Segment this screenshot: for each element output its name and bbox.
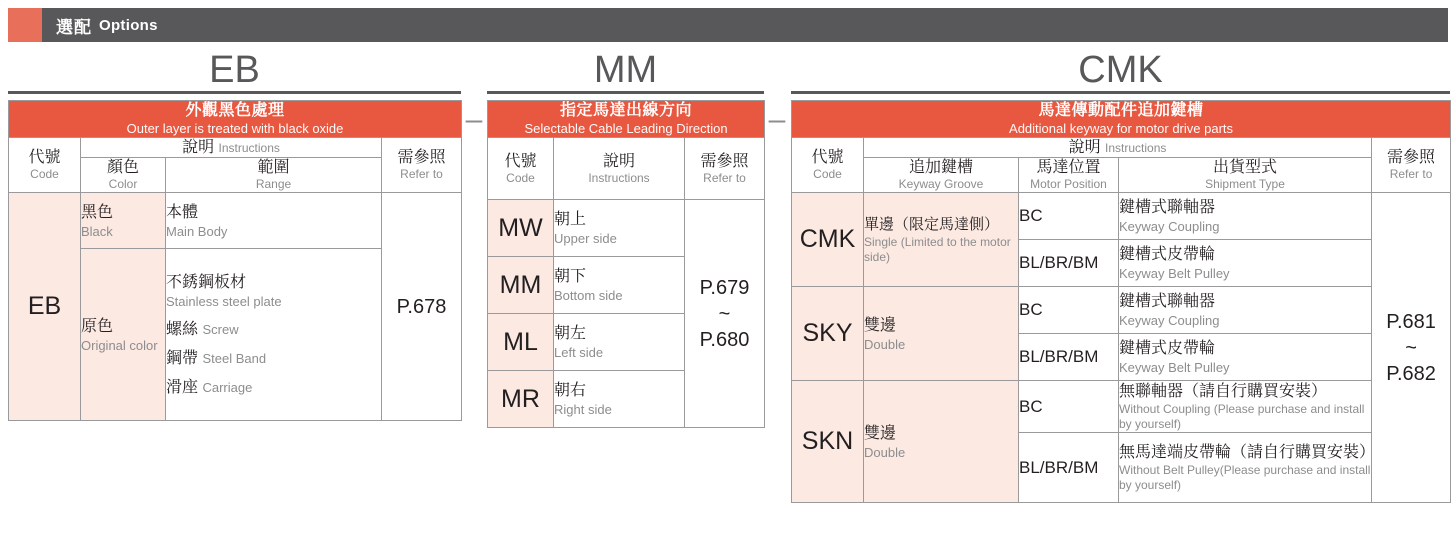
cell-shipment	[1119, 334, 1372, 381]
cell-shipment	[1119, 193, 1372, 240]
shipment-en: Keyway Belt Pulley	[1119, 266, 1230, 281]
header-code-cn: 代號	[811, 149, 844, 166]
table-title-en: Additional keyway for motor drive parts	[1009, 121, 1234, 136]
header-code-en: Code	[30, 167, 59, 181]
cell-range-mainbody	[166, 193, 382, 249]
code-label-mm: MM	[487, 48, 764, 94]
header-instructions-en: Instructions	[1105, 141, 1167, 155]
header-keyway	[864, 158, 1019, 193]
cell-code-cmk: CMK	[792, 193, 864, 287]
header-color-en: Color	[108, 177, 138, 191]
refer-line-2: ~	[1405, 336, 1417, 359]
cell-code-skn: SKN	[792, 381, 864, 503]
keyway-en: Single (Limited to the motor side)	[864, 234, 1011, 264]
cell-color-original	[81, 249, 166, 421]
header-color-cn: 顏色	[106, 159, 139, 176]
cell-direction-mm	[554, 257, 685, 314]
table-row	[9, 138, 462, 158]
range-item-en: Steel Band	[202, 351, 267, 366]
header-motor-position	[1019, 158, 1119, 193]
refer-line-1: P.681	[1386, 310, 1436, 333]
table-title-cn: 外觀黑色處理	[185, 102, 285, 119]
keyway-cn: 雙邊	[864, 316, 897, 334]
range-item-en: Stainless steel plate	[166, 294, 282, 309]
shipment-cn: 無馬達端皮帶輪（請自行購買安裝）	[1119, 444, 1376, 461]
direction-en: Upper side	[554, 231, 617, 246]
header-shipment	[1119, 158, 1372, 193]
range-item	[166, 374, 381, 397]
cell-code-mw: MW	[488, 200, 554, 257]
range-item-cn: 不銹鋼板材	[166, 274, 247, 291]
cell-range-original	[166, 249, 382, 421]
cell-color-original-cn: 原色	[81, 317, 114, 335]
range-item	[166, 316, 381, 339]
header-code-cn: 代號	[504, 152, 537, 170]
table-row	[9, 193, 462, 249]
header-keyway-cn: 追加鍵槽	[908, 159, 973, 176]
header-instructions-cn: 說明	[602, 152, 635, 170]
direction-cn: 朝右	[554, 382, 587, 399]
table-title-cn: 馬達傳動配件追加鍵槽	[1038, 102, 1204, 119]
cell-code-eb: EB	[9, 193, 81, 421]
cell-motor-position: BL/BR/BM	[1019, 334, 1119, 381]
shipment-en: Without Coupling (Please purchase and install by yourself)	[1119, 402, 1365, 431]
table-row	[792, 138, 1451, 158]
range-item	[166, 272, 381, 310]
table-title-cn: 指定馬達出線方向	[560, 102, 693, 119]
cell-shipment	[1119, 433, 1376, 503]
table-title-en: Selectable Cable Leading Direction	[524, 121, 728, 136]
header-code	[9, 138, 81, 193]
cell-shipment	[1119, 381, 1372, 433]
keyway-cn: 雙邊	[864, 424, 897, 442]
cell-direction-mr	[554, 371, 685, 428]
header-range	[166, 158, 382, 193]
cell-refer-eb: P.678	[382, 193, 462, 421]
cell-code-mr: MR	[488, 371, 554, 428]
refer-line-1: P.679	[699, 276, 750, 299]
cell-shipment	[1119, 240, 1372, 287]
header-refer-cn: 需參照	[397, 149, 446, 166]
table-title-cmk	[792, 101, 1451, 138]
cell-keyway-sky	[864, 287, 1019, 381]
table-row	[792, 381, 1451, 433]
range-item-cn: 鋼帶	[166, 350, 199, 367]
shipment-en: Keyway Coupling	[1119, 313, 1220, 328]
header-refer-en: Refer to	[400, 167, 443, 181]
shipment-cn: 無聯軸器（請自行購買安裝）	[1119, 383, 1328, 400]
header-range-en: Range	[255, 177, 292, 191]
range-item-en: Main Body	[166, 223, 228, 239]
refer-line-3: P.682	[1386, 362, 1436, 385]
header-title-cn: 選配	[56, 17, 92, 37]
header-code	[792, 138, 864, 193]
header-refer-en: Refer to	[703, 170, 746, 185]
header-shipment-en: Shipment Type	[1205, 177, 1285, 191]
header-refer-en: Refer to	[1389, 167, 1433, 181]
header-code-en: Code	[813, 167, 842, 181]
table-mm	[487, 100, 765, 428]
header-shipment-cn: 出貨型式	[1212, 159, 1277, 176]
header-refer-cn: 需參照	[1387, 149, 1436, 166]
header-instructions	[864, 138, 1372, 158]
range-item-cn: 本體	[166, 203, 199, 221]
shipment-cn: 鍵槽式聯軸器	[1119, 199, 1216, 216]
cell-color-black-en: Black	[81, 223, 113, 239]
cell-refer-mm	[685, 200, 765, 428]
header-refer	[685, 138, 765, 200]
cell-color-original-en: Original color	[81, 337, 158, 353]
table-title-en: Outer layer is treated with black oxide	[126, 121, 344, 136]
header-instructions-cn: 說明	[1068, 139, 1101, 156]
section-header	[8, 8, 1448, 42]
cell-code-sky: SKY	[792, 287, 864, 381]
range-item-en: Carriage	[202, 380, 253, 395]
header-instructions-cn: 說明	[182, 139, 215, 156]
cell-code-ml: ML	[488, 314, 554, 371]
keyway-en: Double	[864, 444, 906, 460]
keyway-en: Double	[864, 336, 906, 352]
table-row	[488, 138, 765, 200]
direction-cn: 朝上	[554, 211, 587, 228]
shipment-en: Without Belt Pulley(Please purchase and install by yourself)	[1119, 463, 1371, 492]
table-title-eb	[9, 101, 462, 138]
code-label-cmk: CMK	[791, 48, 1450, 94]
cell-direction-mw	[554, 200, 685, 257]
header-instructions-en: Instructions	[218, 141, 280, 155]
shipment-en: Keyway Belt Pulley	[1119, 360, 1230, 375]
direction-cn: 朝下	[554, 268, 587, 285]
header-keyway-en: Keyway Groove	[898, 177, 984, 191]
direction-en: Right side	[554, 402, 612, 417]
header-motor-position-en: Motor Position	[1030, 177, 1107, 191]
refer-line-2: ~	[718, 302, 731, 325]
header-refer	[382, 138, 462, 193]
code-label-eb: EB	[8, 48, 461, 94]
cell-direction-ml	[554, 314, 685, 371]
header-range-cn: 範圍	[257, 159, 290, 176]
cell-color-black	[81, 193, 166, 249]
table-row	[792, 287, 1451, 334]
cell-shipment	[1119, 287, 1372, 334]
keyway-cn: 單邊（限定馬達側）	[864, 215, 1000, 233]
direction-en: Left side	[554, 345, 604, 360]
header-code-en: Code	[506, 170, 535, 185]
cell-keyway-skn	[864, 381, 1019, 503]
header-instructions-en: Instructions	[588, 170, 650, 185]
range-item	[166, 345, 381, 368]
table-row	[488, 200, 765, 257]
direction-en: Bottom side	[554, 288, 623, 303]
cell-motor-position: BC	[1019, 381, 1119, 433]
table-row	[792, 193, 1451, 240]
shipment-cn: 鍵槽式皮帶輪	[1119, 246, 1216, 263]
shipment-en: Keyway Coupling	[1119, 219, 1220, 234]
table-cmk	[791, 100, 1451, 503]
cell-motor-position: BL/BR/BM	[1019, 240, 1119, 287]
header-color	[81, 158, 166, 193]
header-bar	[42, 8, 1448, 42]
table-row	[792, 158, 1451, 193]
code-separator-1: –	[465, 103, 483, 136]
header-accent-block	[8, 8, 42, 42]
range-item-en: Screw	[202, 322, 239, 337]
refer-line-3: P.680	[699, 328, 750, 351]
cell-code-mm: MM	[488, 257, 554, 314]
table-title-mm	[488, 101, 765, 138]
header-title-en: Options	[99, 16, 158, 34]
range-item-cn: 螺絲	[166, 321, 199, 338]
table-row	[792, 101, 1451, 138]
table-eb	[8, 100, 462, 421]
header-instructions	[554, 138, 685, 200]
cell-refer-cmk	[1372, 193, 1451, 503]
header-code-cn: 代號	[28, 149, 61, 166]
header-code	[488, 138, 554, 200]
code-separator-2: –	[768, 103, 786, 136]
header-instructions	[81, 138, 382, 158]
range-item-cn: 滑座	[166, 379, 199, 396]
cell-motor-position: BC	[1019, 193, 1119, 240]
shipment-cn: 鍵槽式皮帶輪	[1119, 340, 1216, 357]
table-row	[9, 101, 462, 138]
table-row	[488, 101, 765, 138]
cell-motor-position: BL/BR/BM	[1019, 433, 1119, 503]
cell-motor-position: BC	[1019, 287, 1119, 334]
shipment-cn: 鍵槽式聯軸器	[1119, 293, 1216, 310]
direction-cn: 朝左	[554, 325, 587, 342]
header-refer	[1372, 138, 1451, 193]
header-motor-position-cn: 馬達位置	[1036, 159, 1101, 176]
header-refer-cn: 需參照	[700, 152, 749, 170]
cell-color-black-cn: 黑色	[81, 203, 114, 221]
cell-keyway-cmk	[864, 193, 1019, 287]
